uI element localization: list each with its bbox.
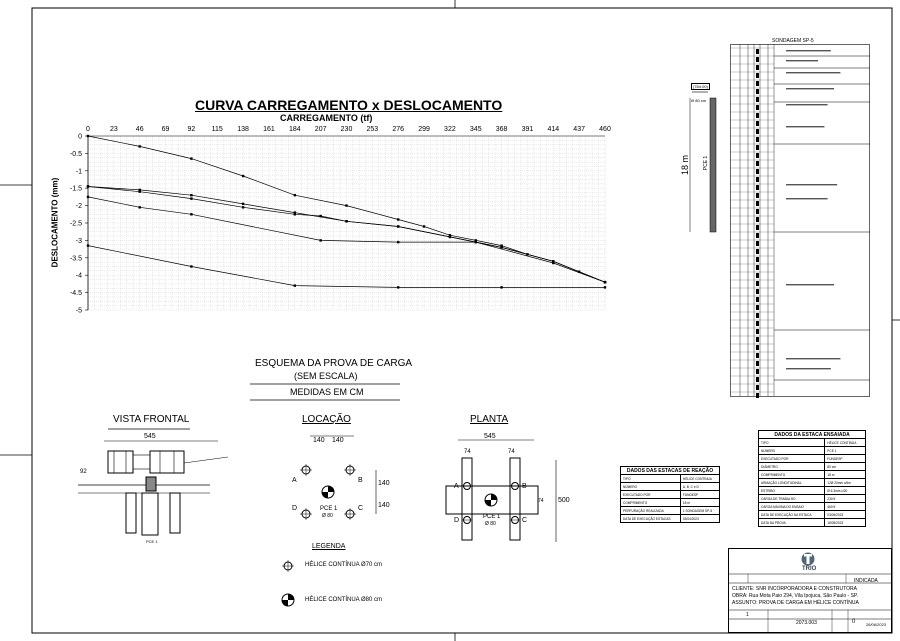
- data-point: [139, 190, 141, 192]
- legend-item-70: HÉLICE CONTÍNUA Ø70 cm: [305, 562, 383, 568]
- x-tick-label: 368: [495, 126, 508, 133]
- title-block-date: 26/06/2023: [866, 622, 887, 627]
- sondagem-spt-mark: [756, 345, 759, 350]
- data-point: [345, 204, 347, 206]
- data-point: [139, 206, 141, 208]
- sondagem-spt-mark: [756, 385, 759, 390]
- plan-label-b: B: [522, 483, 527, 490]
- y-tick-label: -4.5: [69, 290, 82, 298]
- trio-logo: TRIO: [802, 566, 817, 572]
- sondagem-spt-mark: [756, 393, 759, 398]
- data-point: [397, 286, 399, 288]
- data-point: [397, 218, 399, 220]
- test-val-2: FUNDESP: [825, 455, 866, 463]
- sondagem-spt-mark: [756, 241, 759, 246]
- location-view-drawing: [280, 430, 400, 530]
- plan-dim-74-c: 74: [538, 498, 544, 504]
- sondagem-spt-mark: [756, 177, 759, 182]
- test-val-6: Ø 6.3mm c/20: [825, 487, 866, 495]
- sondagem-spt-mark: [756, 145, 759, 150]
- title-block-revision: 0: [852, 619, 856, 625]
- reaction-val-2: FUNDESP: [680, 491, 719, 499]
- test-key-7: CARGA DE TRABALHO: [759, 495, 825, 503]
- sondagem-spt-mark: [756, 153, 759, 158]
- reaction-key-5: DATA DE EXECUÇÃO ESTACAS: [621, 515, 681, 523]
- sondagem-description: [786, 126, 824, 127]
- y-tick-label: -3.5: [69, 255, 82, 263]
- sondagem-description: [786, 358, 840, 359]
- y-tick-label: -3: [75, 237, 82, 245]
- table-row: [759, 503, 866, 511]
- x-tick-label: 437: [573, 126, 585, 133]
- test-val-3: 80 cm: [825, 463, 866, 471]
- plan-view-drawing: [440, 430, 570, 545]
- sondagem-spt-mark: [756, 209, 759, 214]
- data-point: [319, 215, 321, 217]
- x-tick-label: 391: [521, 126, 534, 133]
- sondagem-spt-mark: [756, 233, 759, 238]
- sondagem-spt-mark: [756, 321, 759, 326]
- x-tick-label: 299: [418, 126, 430, 133]
- title-block-sheet: 1: [746, 612, 749, 618]
- frontal-dim-545: 545: [144, 433, 156, 440]
- plan-pce-label: PCE 1: [483, 514, 501, 520]
- plan-dim-500: 500: [558, 497, 570, 504]
- data-point: [294, 284, 296, 286]
- test-key-1: NÚMERO: [759, 447, 825, 455]
- y-tick-label: -0.5: [69, 150, 82, 158]
- chart-title: CURVA CARREGAMENTO x DESLOCAMENTO: [195, 97, 503, 113]
- test-pile-table: [758, 430, 866, 527]
- data-point: [552, 262, 554, 264]
- sondagem-spt-mark: [756, 361, 759, 366]
- data-point: [190, 157, 192, 159]
- frontal-view-drawing: [78, 425, 238, 550]
- sondagem-description: [786, 50, 831, 51]
- x-tick-label: 414: [547, 126, 560, 133]
- sondagem-spt-mark: [756, 225, 759, 230]
- sondagem-spt-mark: [756, 305, 759, 310]
- table-row: [621, 515, 720, 523]
- title-block-client: CLIENTE: SNR INCORPORADORA E CONSTRUTORA: [732, 586, 857, 592]
- reaction-piles-table: [620, 466, 720, 523]
- sondagem-pile-label: PCE 1: [703, 155, 709, 171]
- plan-label-c: C: [522, 517, 528, 524]
- data-point: [475, 241, 477, 243]
- sondagem-spt-mark: [756, 257, 759, 262]
- data-point: [500, 286, 502, 288]
- x-tick-label: 322: [444, 126, 456, 133]
- sondagem-description: [786, 60, 818, 61]
- table-row: [621, 507, 720, 515]
- sondagem-title: SONDAGEM SP-5: [772, 38, 814, 44]
- title-block-subject: ASSUNTO: PROVA DE CARGA EM HÉLICE CONTÍNUA: [732, 600, 859, 606]
- sondagem-spt-mark: [756, 201, 759, 206]
- y-tick-label: 0: [78, 133, 82, 141]
- plan-test-pile: [485, 494, 497, 506]
- location-pile-a: [300, 464, 312, 476]
- sondagem-spt-mark: [756, 129, 759, 134]
- schema-title: ESQUEMA DA PROVA DE CARGA: [255, 358, 413, 369]
- y-tick-label: -2: [75, 203, 82, 211]
- x-tick-label: 207: [314, 126, 327, 133]
- location-pce-diam: Ø 80: [322, 513, 333, 519]
- location-pile-c: [344, 508, 356, 520]
- plan-pile-b: [510, 483, 520, 490]
- sondagem-spt-mark: [756, 281, 759, 286]
- sondagem-spt-mark: [756, 137, 759, 142]
- data-point: [604, 281, 606, 283]
- data-point: [87, 196, 89, 198]
- sondagem-spt-mark: [756, 97, 759, 102]
- x-tick-label: 276: [392, 126, 405, 133]
- data-point: [449, 236, 451, 238]
- sondagem-frame: [731, 45, 870, 397]
- sondagem-description: [786, 184, 837, 185]
- location-label-a: A: [292, 477, 297, 484]
- reaction-key-0: TIPO: [621, 475, 681, 483]
- x-tick-label: 184: [288, 126, 301, 133]
- sondagem-spt-mark: [756, 273, 759, 278]
- data-point: [190, 213, 192, 215]
- reaction-key-1: NÚMERO: [621, 483, 681, 491]
- reaction-table-title: DADOS DAS ESTACAS DE REAÇÃO: [621, 467, 720, 475]
- x-tick-label: 0: [86, 126, 90, 133]
- trio-logo-mark: [802, 553, 815, 566]
- schema-underline-2: [250, 399, 410, 403]
- location-dim-140-c: 140: [378, 480, 390, 487]
- legend-title: LEGENDA: [312, 543, 346, 550]
- reaction-key-3: COMPRIMENTO: [621, 499, 681, 507]
- sondagem-spt-mark: [756, 185, 759, 190]
- data-point: [397, 225, 399, 227]
- data-point: [294, 194, 296, 196]
- test-key-6: ESTRIBO: [759, 487, 825, 495]
- test-val-1: PCE 1: [825, 447, 866, 455]
- sondagem-spt-mark: [756, 337, 759, 342]
- plan-label-d: D: [454, 517, 460, 524]
- data-point: [242, 175, 244, 177]
- test-key-5: ARMAÇÃO LONGITUDINAL: [759, 479, 825, 487]
- x-tick-label: 230: [340, 126, 353, 133]
- x-tick-label: 460: [599, 126, 611, 133]
- x-tick-label: 345: [469, 126, 482, 133]
- data-point: [190, 197, 192, 199]
- location-label-d: D: [292, 505, 298, 512]
- sondagem-spt-mark: [756, 313, 759, 318]
- test-key-8: CARGA MÁXIMA DO ENSAIO: [759, 503, 825, 511]
- test-key-0: TIPO: [759, 439, 825, 447]
- table-row: [759, 439, 866, 447]
- plan-pile-c: [510, 517, 520, 524]
- table-row: [759, 479, 866, 487]
- location-dim-140-d: 140: [378, 502, 390, 509]
- data-point: [319, 239, 321, 241]
- data-point: [87, 185, 89, 187]
- table-row: [759, 487, 866, 495]
- plan-pile-a: [462, 483, 472, 490]
- data-point: [294, 213, 296, 215]
- data-point: [500, 246, 502, 248]
- chart-y-label: DESLOCAMENTO (mm): [50, 177, 60, 268]
- location-pile-d: [300, 508, 312, 520]
- test-val-5: 12Ø 20mm c/6m: [825, 479, 866, 487]
- x-tick-label: 92: [187, 126, 196, 133]
- sondagem-elevation: (784,00): [693, 84, 708, 89]
- y-tick-label: -1.5: [69, 185, 82, 193]
- data-point: [87, 135, 89, 137]
- reaction-val-5: 03/04/2023: [680, 515, 719, 523]
- sondagem-description: [786, 368, 831, 369]
- sondagem-spt-mark: [756, 121, 759, 126]
- y-tick-label: -5: [75, 307, 82, 315]
- table-row: [621, 483, 720, 491]
- sondagem-description: [786, 198, 828, 199]
- data-point: [242, 203, 244, 205]
- sondagem-spt-mark: [756, 329, 759, 334]
- sondagem-description: [786, 284, 834, 285]
- reaction-key-2: EXECUTADO POR: [621, 491, 681, 499]
- x-tick-label: 23: [109, 126, 118, 133]
- plan-view-title: PLANTA: [470, 414, 509, 425]
- data-point: [139, 145, 141, 147]
- x-tick-label: 115: [211, 126, 223, 133]
- reaction-val-3: 18 m: [680, 499, 719, 507]
- series-line-unloading-2: [88, 197, 605, 282]
- test-val-4: 18 m: [825, 471, 866, 479]
- test-key-2: EXECUTADO POR: [759, 455, 825, 463]
- table-row: [759, 455, 866, 463]
- sondagem-spt-mark: [756, 193, 759, 198]
- sondagem-description: [786, 104, 828, 105]
- table-row: [759, 447, 866, 455]
- y-tick-label: -2.5: [69, 220, 82, 228]
- legend-icon-80: [282, 594, 294, 606]
- sondagem-spt-mark: [756, 249, 759, 254]
- frontal-dim-92: 92: [80, 469, 87, 475]
- location-pile-b: [344, 464, 356, 476]
- data-point: [87, 244, 89, 246]
- data-point: [190, 265, 192, 267]
- x-tick-label: 253: [366, 126, 379, 133]
- table-row: [759, 495, 866, 503]
- data-point: [397, 241, 399, 243]
- location-dim-140-a: 140: [313, 437, 325, 444]
- x-tick-label: 69: [161, 126, 170, 133]
- sondagem-spt-mark: [756, 57, 759, 62]
- table-row: [621, 491, 720, 499]
- table-row: [759, 511, 866, 519]
- reaction-key-4: PERFURAÇÃO REALIZADA: [621, 507, 681, 515]
- title-block-scale: INDICADA: [854, 578, 878, 584]
- frontal-view-title: VISTA FRONTAL: [113, 414, 190, 425]
- location-test-pile: [322, 486, 334, 498]
- title-block-drawing-no: 2073.003: [796, 620, 817, 626]
- test-val-9: 03/04/2023: [825, 511, 866, 519]
- table-row: [759, 519, 866, 527]
- reaction-val-0: HÉLICE CONTÍNUA: [680, 475, 719, 483]
- plan-dim-74-b: 74: [508, 449, 515, 455]
- sondagem-spt-mark: [756, 81, 759, 86]
- test-val-8: 460 tf: [825, 503, 866, 511]
- sondagem-description: [786, 72, 840, 73]
- sondagem-spt-mark: [756, 73, 759, 78]
- location-pce-label: PCE 1: [320, 506, 338, 512]
- location-view-title: LOCAÇÃO: [302, 414, 351, 425]
- test-val-7: 230 tf: [825, 495, 866, 503]
- test-key-10: DATA DA PROVA: [759, 519, 825, 527]
- test-key-9: DATA DE EXECUÇÃO DA ESTACA: [759, 511, 825, 519]
- test-table-title: DADOS DA ESTACA ENSAIADA: [759, 431, 866, 439]
- data-point: [242, 206, 244, 208]
- sondagem-spt-mark: [756, 65, 759, 70]
- y-tick-label: -4: [75, 272, 82, 280]
- table-row: [621, 475, 720, 483]
- sondagem-spt-mark: [756, 161, 759, 166]
- plan-dim-74-a: 74: [464, 449, 471, 455]
- location-label-c: C: [358, 505, 364, 512]
- schema-subtitle: (SEM ESCALA): [294, 371, 358, 381]
- sondagem-profile: [730, 44, 870, 400]
- sondagem-spt-mark: [756, 369, 759, 374]
- sondagem-spt-mark: [756, 297, 759, 302]
- sondagem-spt-mark: [756, 113, 759, 118]
- legend-item-80: HÉLICE CONTÍNUA Ø80 cm: [305, 597, 383, 603]
- test-val-0: HÉLICE CONTÍNUA: [825, 439, 866, 447]
- sondagem-spt-mark: [756, 377, 759, 382]
- plan-label-a: A: [454, 483, 459, 490]
- table-row: [621, 499, 720, 507]
- title-block-site: OBRA: Rua Mota Paio 294, Vila Ipojuca, São Paulo - SP.: [732, 593, 859, 599]
- load-displacement-chart: [60, 120, 620, 320]
- chart-x-label: CARREGAMENTO (tf): [280, 113, 373, 123]
- sondagem-spt-mark: [756, 89, 759, 94]
- plan-dim-545: 545: [484, 433, 496, 440]
- reaction-val-1: A, B, C e D: [680, 483, 719, 491]
- sondagem-length: 18 m: [680, 155, 690, 176]
- x-tick-label: 46: [135, 126, 144, 133]
- table-row: [759, 471, 866, 479]
- sondagem-spt-mark: [756, 265, 759, 270]
- data-point: [190, 194, 192, 196]
- sondagem-spt-mark: [756, 169, 759, 174]
- location-dim-140-b: 140: [332, 437, 344, 444]
- schema-units: MEDIDAS EM CM: [290, 387, 364, 397]
- test-key-4: COMPRIMENTO: [759, 471, 825, 479]
- legend-icons: [278, 558, 298, 610]
- reaction-val-4: 1 SONDAGEM SP-5: [680, 507, 719, 515]
- test-key-3: DIÂMETRO: [759, 463, 825, 471]
- location-label-b: B: [358, 477, 363, 484]
- table-row: [759, 463, 866, 471]
- sondagem-spt-mark: [756, 289, 759, 294]
- sondagem-spt-mark: [756, 353, 759, 358]
- legend-icon-70: [282, 560, 294, 572]
- y-tick-label: -1: [75, 168, 82, 176]
- x-tick-label: 138: [237, 126, 249, 133]
- x-tick-label: 161: [263, 126, 275, 133]
- sondagem-spt-mark: [756, 217, 759, 222]
- plan-pce-diam: Ø 80: [485, 521, 496, 527]
- sondagem-spt-mark: [756, 105, 759, 110]
- data-point: [423, 225, 425, 227]
- sondagem-diameter: Ø 80 cm: [691, 98, 707, 103]
- data-point: [604, 286, 606, 288]
- test-val-10: 18/05/2023: [825, 519, 866, 527]
- data-point: [345, 220, 347, 222]
- frontal-pce-label: PCE 1: [146, 539, 158, 544]
- sondagem-description: [786, 88, 834, 89]
- sondagem-pile-shaft: [688, 90, 718, 240]
- sondagem-spt-mark: [756, 49, 759, 54]
- plan-pile-d: [462, 517, 472, 524]
